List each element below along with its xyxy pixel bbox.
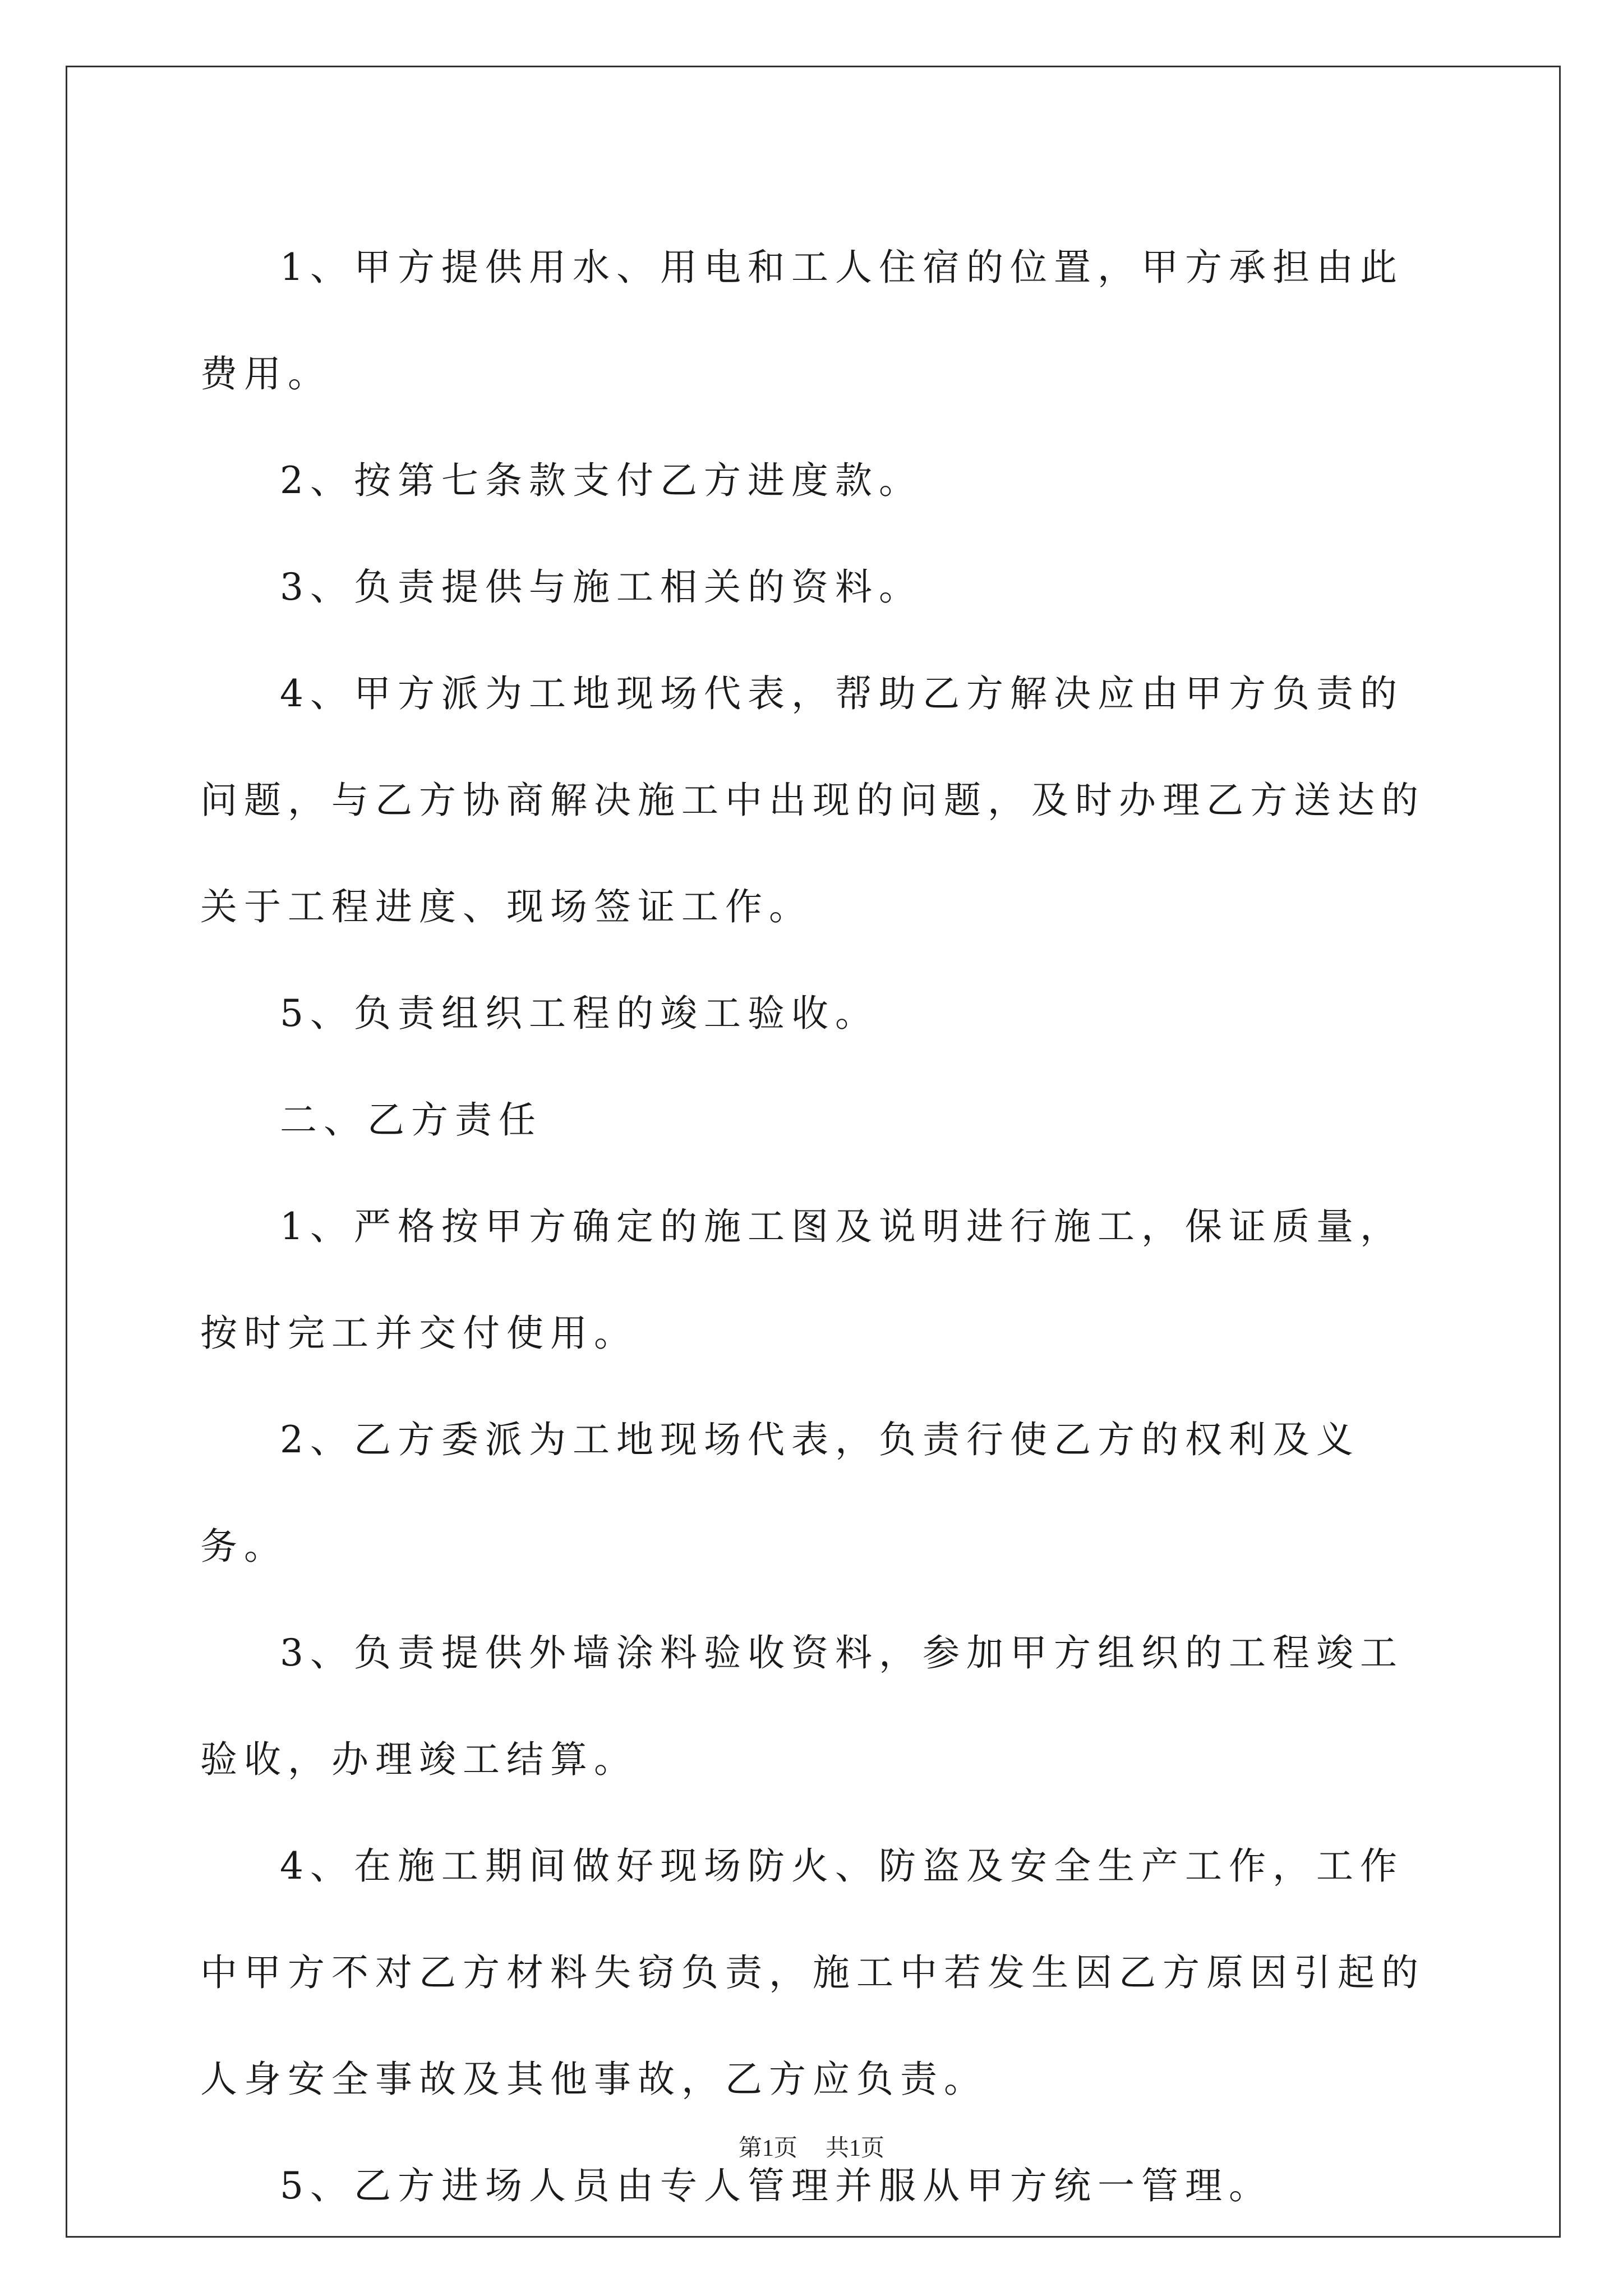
paragraph-party-b-5: 5、乙方进场人员由专人管理并服从甲方统一管理。 [280,2164,1272,2207]
paragraph-party-b-3: 3、负责提供外墙涂料验收资料，参加甲方组织的工程竣工验收，办理竣工结算。 [200,1631,1404,1781]
page-number: 第1页 [738,2136,797,2161]
paragraph-party-a-2: 2、按第七条款支付乙方进度款。 [280,459,923,502]
paragraph-party-a-5: 5、负责组织工程的竣工验收。 [280,992,879,1035]
section-heading-party-b: 二、乙方责任 [280,1098,542,1142]
paragraph-party-a-4: 4、甲方派为工地现场代表，帮助乙方解决应由甲方负责的问题，与乙方协商解决施工中出现的问题，及时办理乙方送达的关于工程进度、现场签证工作。 [200,672,1425,928]
paragraph-party-a-1: 1、甲方提供用水、用电和工人住宿的位置，甲方承担由此费用。 [200,246,1404,395]
document-body [200,214,1440,2239]
paragraph-party-b-4: 4、在施工期间做好现场防火、防盗及安全生产工作，工作中甲方不对乙方材料失窃负责，施工中若发生因乙方原因引起的人身安全事故及其他事故，乙方应负责。 [200,1844,1425,2101]
page-footer [0,2132,1623,2165]
paragraph-party-a-3: 3、负责提供与施工相关的资料。 [280,565,923,609]
paragraph-party-b-1: 1、严格按甲方确定的施工图及说明进行施工，保证质量，按时完工并交付使用。 [200,1205,1404,1355]
paragraph-party-b-2: 2、乙方委派为工地现场代表，负责行使乙方的权利及义务。 [200,1418,1360,1568]
page-total: 共1页 [826,2136,885,2161]
